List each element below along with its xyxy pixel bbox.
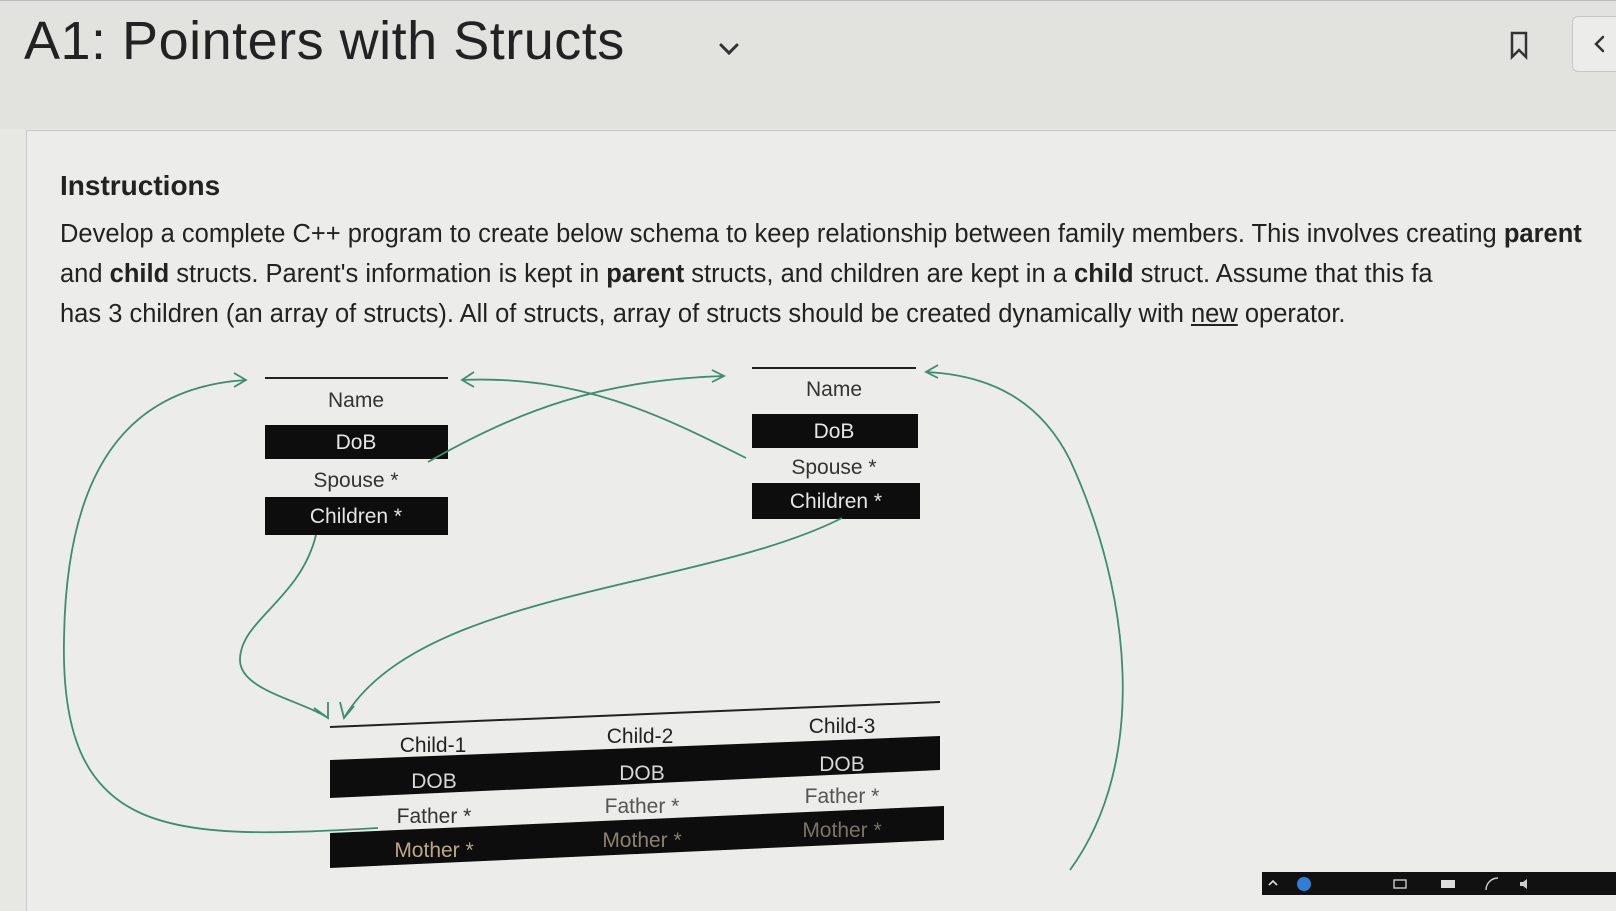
collapse-panel-button[interactable] — [1572, 16, 1616, 72]
page-title: A1: Pointers with Structs — [24, 11, 625, 71]
parent1-name-field: Name — [327, 389, 385, 412]
child2-dob-field: DOB — [619, 762, 665, 785]
parent1-dob-field: DoB — [335, 431, 377, 454]
instructions-heading: Instructions — [60, 170, 221, 201]
child3-dob-field: DOB — [819, 753, 865, 776]
parent-struct-1 — [265, 378, 448, 535]
volume-icon[interactable] — [1518, 876, 1534, 892]
chevron-down-icon[interactable] — [716, 36, 742, 62]
parent2-name-field: Name — [805, 378, 863, 401]
child1-label: Child-1 — [399, 734, 467, 757]
parent2-children-field: Children * — [789, 490, 883, 513]
battery-icon[interactable] — [1440, 876, 1458, 892]
parent-struct-2 — [752, 368, 920, 519]
children-array-struct — [330, 702, 944, 868]
child3-mother-field: Mother * — [802, 819, 882, 842]
bookmark-icon[interactable] — [1508, 30, 1530, 60]
child2-father-field: Father * — [604, 795, 680, 818]
instructions-paragraph: Develop a complete C++ program to create below schema to keep relationship between family members. This involves creating parent and child structs. Parent's information is kept in parent structs, and children are kept in a child struct. Assume that this fa has 3 children (an array of structs). All of structs, array of structs should be created dynamically with new operator. — [60, 220, 1582, 328]
parent1-children-field: Children * — [309, 505, 403, 528]
child3-label: Child-3 — [808, 715, 876, 738]
child1-mother-field: Mother * — [394, 839, 474, 862]
child3-father-field: Father * — [804, 785, 880, 808]
chevron-up-icon[interactable] — [1266, 876, 1280, 890]
system-taskbar — [1262, 872, 1616, 895]
child2-label: Child-2 — [606, 725, 674, 748]
chevron-left-icon — [1589, 33, 1611, 55]
pointer-arrows — [64, 365, 1123, 870]
parent1-spouse-field: Spouse * — [313, 469, 399, 492]
network-icon[interactable] — [1392, 876, 1408, 892]
help-icon[interactable] — [1296, 876, 1312, 892]
child1-father-field: Father * — [396, 805, 472, 828]
wifi-icon[interactable] — [1484, 876, 1500, 892]
parent2-spouse-field: Spouse * — [791, 456, 877, 479]
child2-mother-field: Mother * — [602, 829, 682, 852]
child1-dob-field: DOB — [411, 770, 457, 793]
family-schema-diagram — [0, 340, 1616, 895]
parent2-dob-field: DoB — [813, 420, 855, 443]
